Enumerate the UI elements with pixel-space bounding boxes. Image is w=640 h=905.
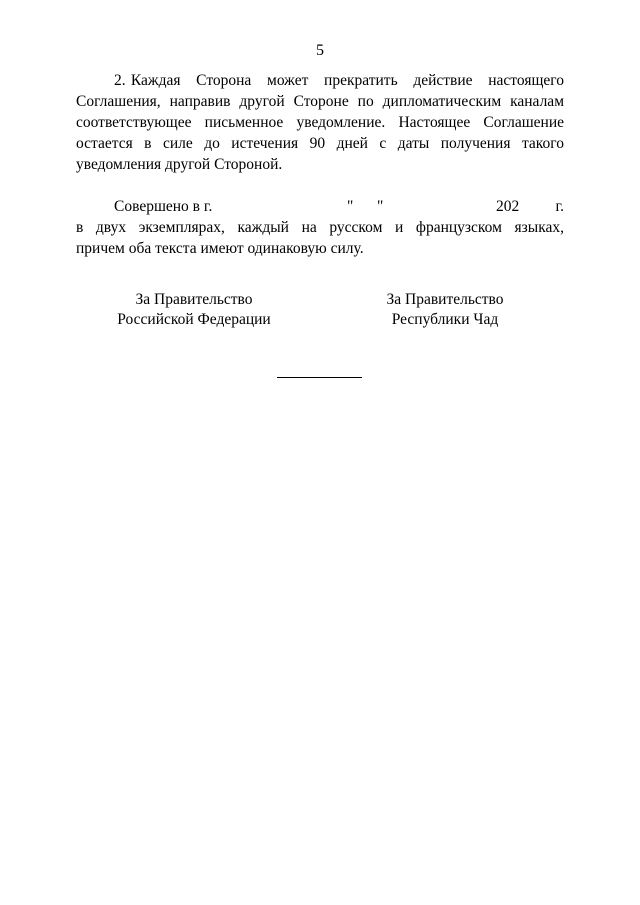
done-at-line (76, 196, 564, 217)
signature-chad (325, 290, 565, 330)
clause-2-line-3: соответствующее письменное уведомление. Настоящее Соглашение (76, 114, 564, 131)
signature-chad-line-1: За Правительство (386, 291, 504, 308)
end-divider (277, 377, 362, 378)
copies-line-2: причем оба текста имеют одинаковую силу. (76, 240, 364, 257)
date-quote-close: " (377, 198, 384, 215)
clause-2-line-2: Соглашения, направив другой Стороне по дипломатическим каналам (76, 93, 564, 110)
page-number: 5 (316, 42, 324, 59)
clause-2-line-5: уведомления другой Стороной. (76, 156, 283, 173)
signature-russia-line-1: За Правительство (135, 291, 253, 308)
copies-line-1: в двух экземплярах, каждый на русском и французском языках, (76, 219, 564, 236)
signature-chad-line-2: Республики Чад (391, 311, 499, 328)
clause-2-line-4: остается в силе до истечения 90 дней с даты получения такого (76, 135, 564, 152)
year-suffix: г. (555, 198, 564, 215)
date-quote-open: " (347, 198, 354, 215)
done-at-text: Совершено в г. (114, 198, 213, 215)
year-value: 202 (496, 198, 520, 215)
signature-russia (74, 290, 314, 330)
clause-2-line-1: 2. Каждая Сторона может прекратить действие настоящего (114, 72, 564, 89)
copies-paragraph (76, 217, 564, 259)
clause-2-paragraph (76, 70, 564, 175)
signature-russia-line-2: Российской Федерации (117, 311, 271, 328)
